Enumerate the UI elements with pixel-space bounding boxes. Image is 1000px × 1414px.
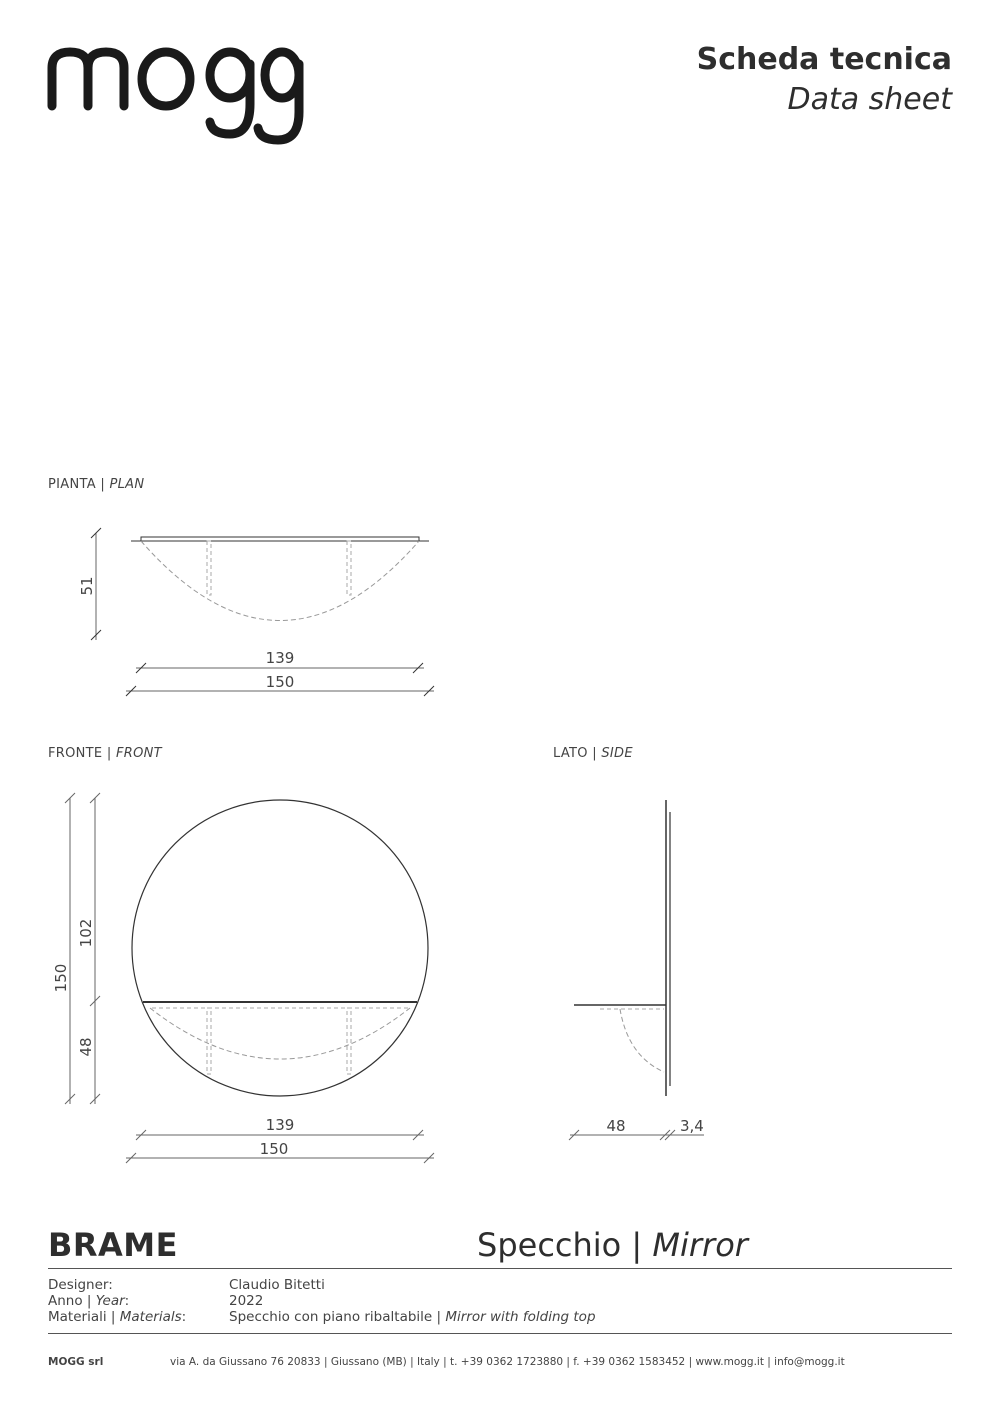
footer-address: via A. da Giussano 76 20833 | Giussano (MB) | Italy | t. +39 0362 1723880 | f. +39 0362 1583452 | www.mogg.it | info@mogg.it [170, 1356, 845, 1368]
front-mirror-circle [132, 800, 428, 1096]
front-label-it: FRONTE [48, 746, 103, 761]
front-inner-width-value: 139 [265, 1116, 295, 1134]
front-label-sep: | [102, 746, 116, 761]
year-label-sep: | [82, 1293, 96, 1309]
plan-drawing [91, 528, 434, 696]
title-divider [48, 1268, 952, 1269]
year-label [48, 1293, 129, 1309]
front-bracket-left [207, 1008, 211, 1074]
front-total-height-value: 150 [52, 963, 70, 993]
side-shelf-depth-value: 48 [606, 1117, 626, 1135]
front-dimensions [65, 793, 434, 1163]
plan-label-sep: | [95, 477, 110, 492]
materials-value [229, 1309, 596, 1325]
side-mirror-thickness-value: 3,4 [680, 1117, 704, 1135]
document-title: Scheda tecnica [696, 42, 952, 77]
materials-value-it: Specchio con piano ribaltabile [229, 1309, 433, 1325]
materials-label-en: Materials [119, 1309, 182, 1325]
year-value: 2022 [229, 1293, 264, 1309]
product-name: BRAME [48, 1226, 178, 1264]
plan-total-width-value: 150 [265, 673, 295, 691]
front-drawing [132, 800, 428, 1096]
document-subtitle: Data sheet [787, 82, 952, 117]
side-drawing [574, 800, 670, 1096]
front-upper-height-value: 102 [77, 918, 95, 948]
plan-bracket-left [207, 541, 211, 595]
materials-label [48, 1309, 186, 1325]
year-label-it: Anno [48, 1293, 83, 1309]
materials-label-colon: : [181, 1309, 187, 1325]
materials-value-en: Mirror with folding top [445, 1309, 596, 1325]
product-type-sep: | [621, 1226, 653, 1264]
side-label-en: SIDE [601, 746, 633, 761]
side-shelf-arc [620, 1009, 664, 1072]
plan-shelf-arc [141, 541, 419, 621]
plan-label-it: PIANTA [48, 477, 96, 492]
plan-depth-value: 51 [78, 576, 96, 596]
side-label-sep: | [587, 746, 602, 761]
footer-company: MOGG srl [48, 1356, 104, 1368]
product-type-en: Mirror [652, 1226, 748, 1264]
front-total-width-value: 150 [259, 1140, 289, 1158]
front-label-en: FRONT [115, 746, 162, 761]
designer-label: Designer: [48, 1277, 113, 1293]
front-shelf-arc [150, 1008, 410, 1059]
year-label-en: Year [95, 1293, 125, 1309]
product-type [477, 1226, 748, 1264]
materials-label-it: Materiali [48, 1309, 107, 1325]
materials-value-sep: | [432, 1309, 446, 1325]
footer-divider [48, 1333, 952, 1334]
designer-value: Claudio Bitetti [229, 1277, 325, 1293]
plan-label-en: PLAN [109, 477, 145, 492]
product-type-it: Specchio [477, 1226, 622, 1264]
plan-bracket-right [347, 541, 351, 595]
plan-inner-width-value: 139 [265, 649, 295, 667]
materials-label-sep: | [106, 1309, 120, 1325]
front-lower-height-value: 48 [77, 1037, 95, 1057]
year-label-colon: : [124, 1293, 130, 1309]
plan-shelf-top [141, 537, 419, 541]
side-label-it: LATO [553, 746, 588, 761]
front-bracket-right [347, 1008, 351, 1074]
